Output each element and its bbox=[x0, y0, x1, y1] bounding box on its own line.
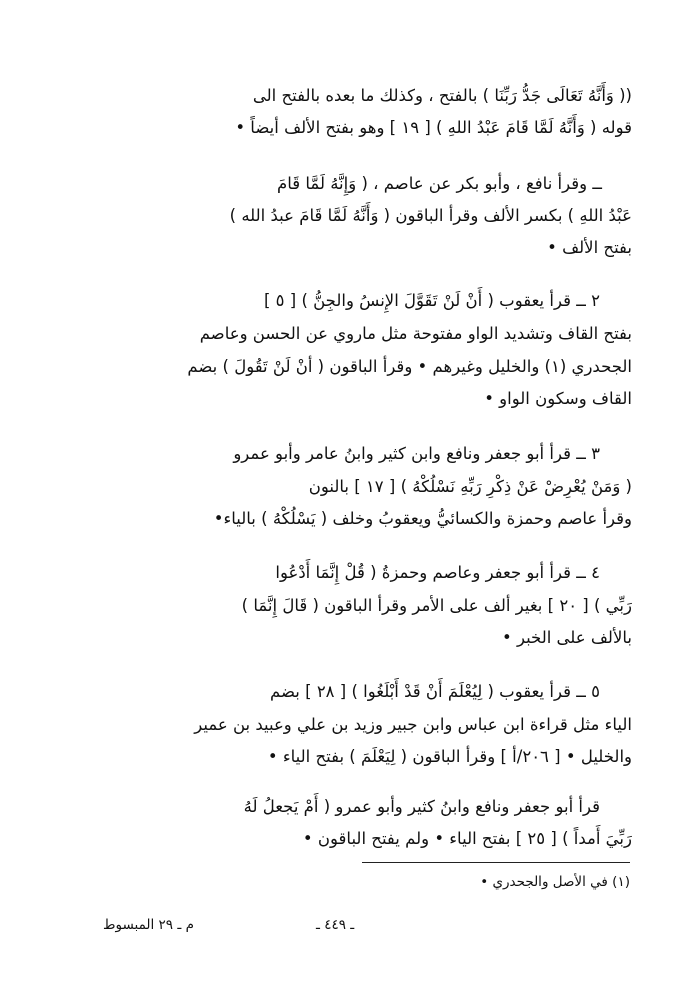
text-line: والخليل • [ ٢٠٦/أ ] وقرأ الباقون ( لِيَعْلَمَ ) بفتح الياء • bbox=[267, 747, 632, 766]
text-line: ٥ ــ قرأ يعقوب ( لِيُعْلَمَ أَنْ قَدْ أَبْلَغُوا ) [ ٢٨ ] بضم bbox=[270, 682, 600, 701]
text-line: قرأ أبو جعفر ونافع وابنُ كثير وأبو عمرو ( أَمْ يَجعلُ لَهُ bbox=[243, 797, 600, 816]
text-line: (( وَأَنَّهُ تَعَالَى جَدُّ رَبِّنَا ) بالفتح ، وكذلك ما بعده بالفتح الى bbox=[252, 86, 632, 105]
text-line: بفتح الألف • bbox=[547, 238, 632, 257]
text-line: عَبْدُ اللهِ ) بكسر الألف وقرأ الباقون ( وَأَنَّهُ لَمَّا قَامَ عبدُ الله ) bbox=[229, 206, 632, 225]
footnote: (١) في الأصل والجحدري • bbox=[480, 874, 630, 890]
text-line: ٣ ــ قرأ أبو جعفر ونافع وابن كثير وابنُ عامر وأبو عمرو bbox=[233, 444, 600, 463]
text-line: وقرأ عاصم وحمزة والكسائيُّ ويعقوبُ وخلف ( يَسْلُكْهُ ) بالياء• bbox=[213, 509, 632, 528]
text-line: ٢ ــ قرأ يعقوب ( أَنْ لَنْ تَقَوَّلَ الإِنسُ والجِنُّ ) [ ٥ ] bbox=[263, 291, 600, 310]
text-line: بالألف على الخبر • bbox=[501, 628, 632, 647]
text-line: الياء مثل قراءة ابن عباس وابن جبير وزيد بن علي وعبيد بن عمير bbox=[194, 715, 632, 734]
text-line: ــ وقرأ نافع ، وأبو بكر عن عاصم ، ( وَإِنَّهُ لَمَّا قَامَ bbox=[277, 174, 602, 193]
footnote-separator bbox=[362, 862, 630, 863]
text-line: الجحدري (١) والخليل وغيرهم • وقرأ الباقون ( أنْ لَنْ تَقُولَ ) بضم bbox=[187, 357, 632, 376]
signature-mark: م ـ ٢٩ المبسوط bbox=[103, 917, 194, 933]
text-line: ٤ ــ قرأ أبو جعفر وعاصم وحمزةُ ( قُلْ إِنَّمَا أَدْعُوا bbox=[275, 563, 600, 582]
text-line: رَبِّي ) [ ٢٠ ] بغير ألف على الأمر وقرأ الباقون ( قَالَ إِنَّمَا ) bbox=[241, 596, 632, 615]
text-line: ( وَمَنْ يُعْرِضْ عَنْ ذِكْرِ رَبِّهِ نَسْلُكْهُ ) [ ١٧ ] بالنون bbox=[308, 477, 632, 496]
page-number: ـ ٤٤٩ ـ bbox=[316, 917, 355, 933]
text-line: قوله ( وَأَنَّهُ لَمَّا قَامَ عَبْدُ اللهِ ) [ ١٩ ] وهو بفتح الألف أيضاً • bbox=[235, 118, 632, 137]
text-line: بفتح القاف وتشديد الواو مفتوحة مثل ماروي عن الحسن وعاصم bbox=[199, 324, 632, 343]
text-line: رَبِّيَ أَمداً ) [ ٢٥ ] بفتح الياء • ولم يفتح الباقون • bbox=[302, 829, 632, 848]
text-line: القاف وسكون الواو • bbox=[484, 389, 632, 408]
